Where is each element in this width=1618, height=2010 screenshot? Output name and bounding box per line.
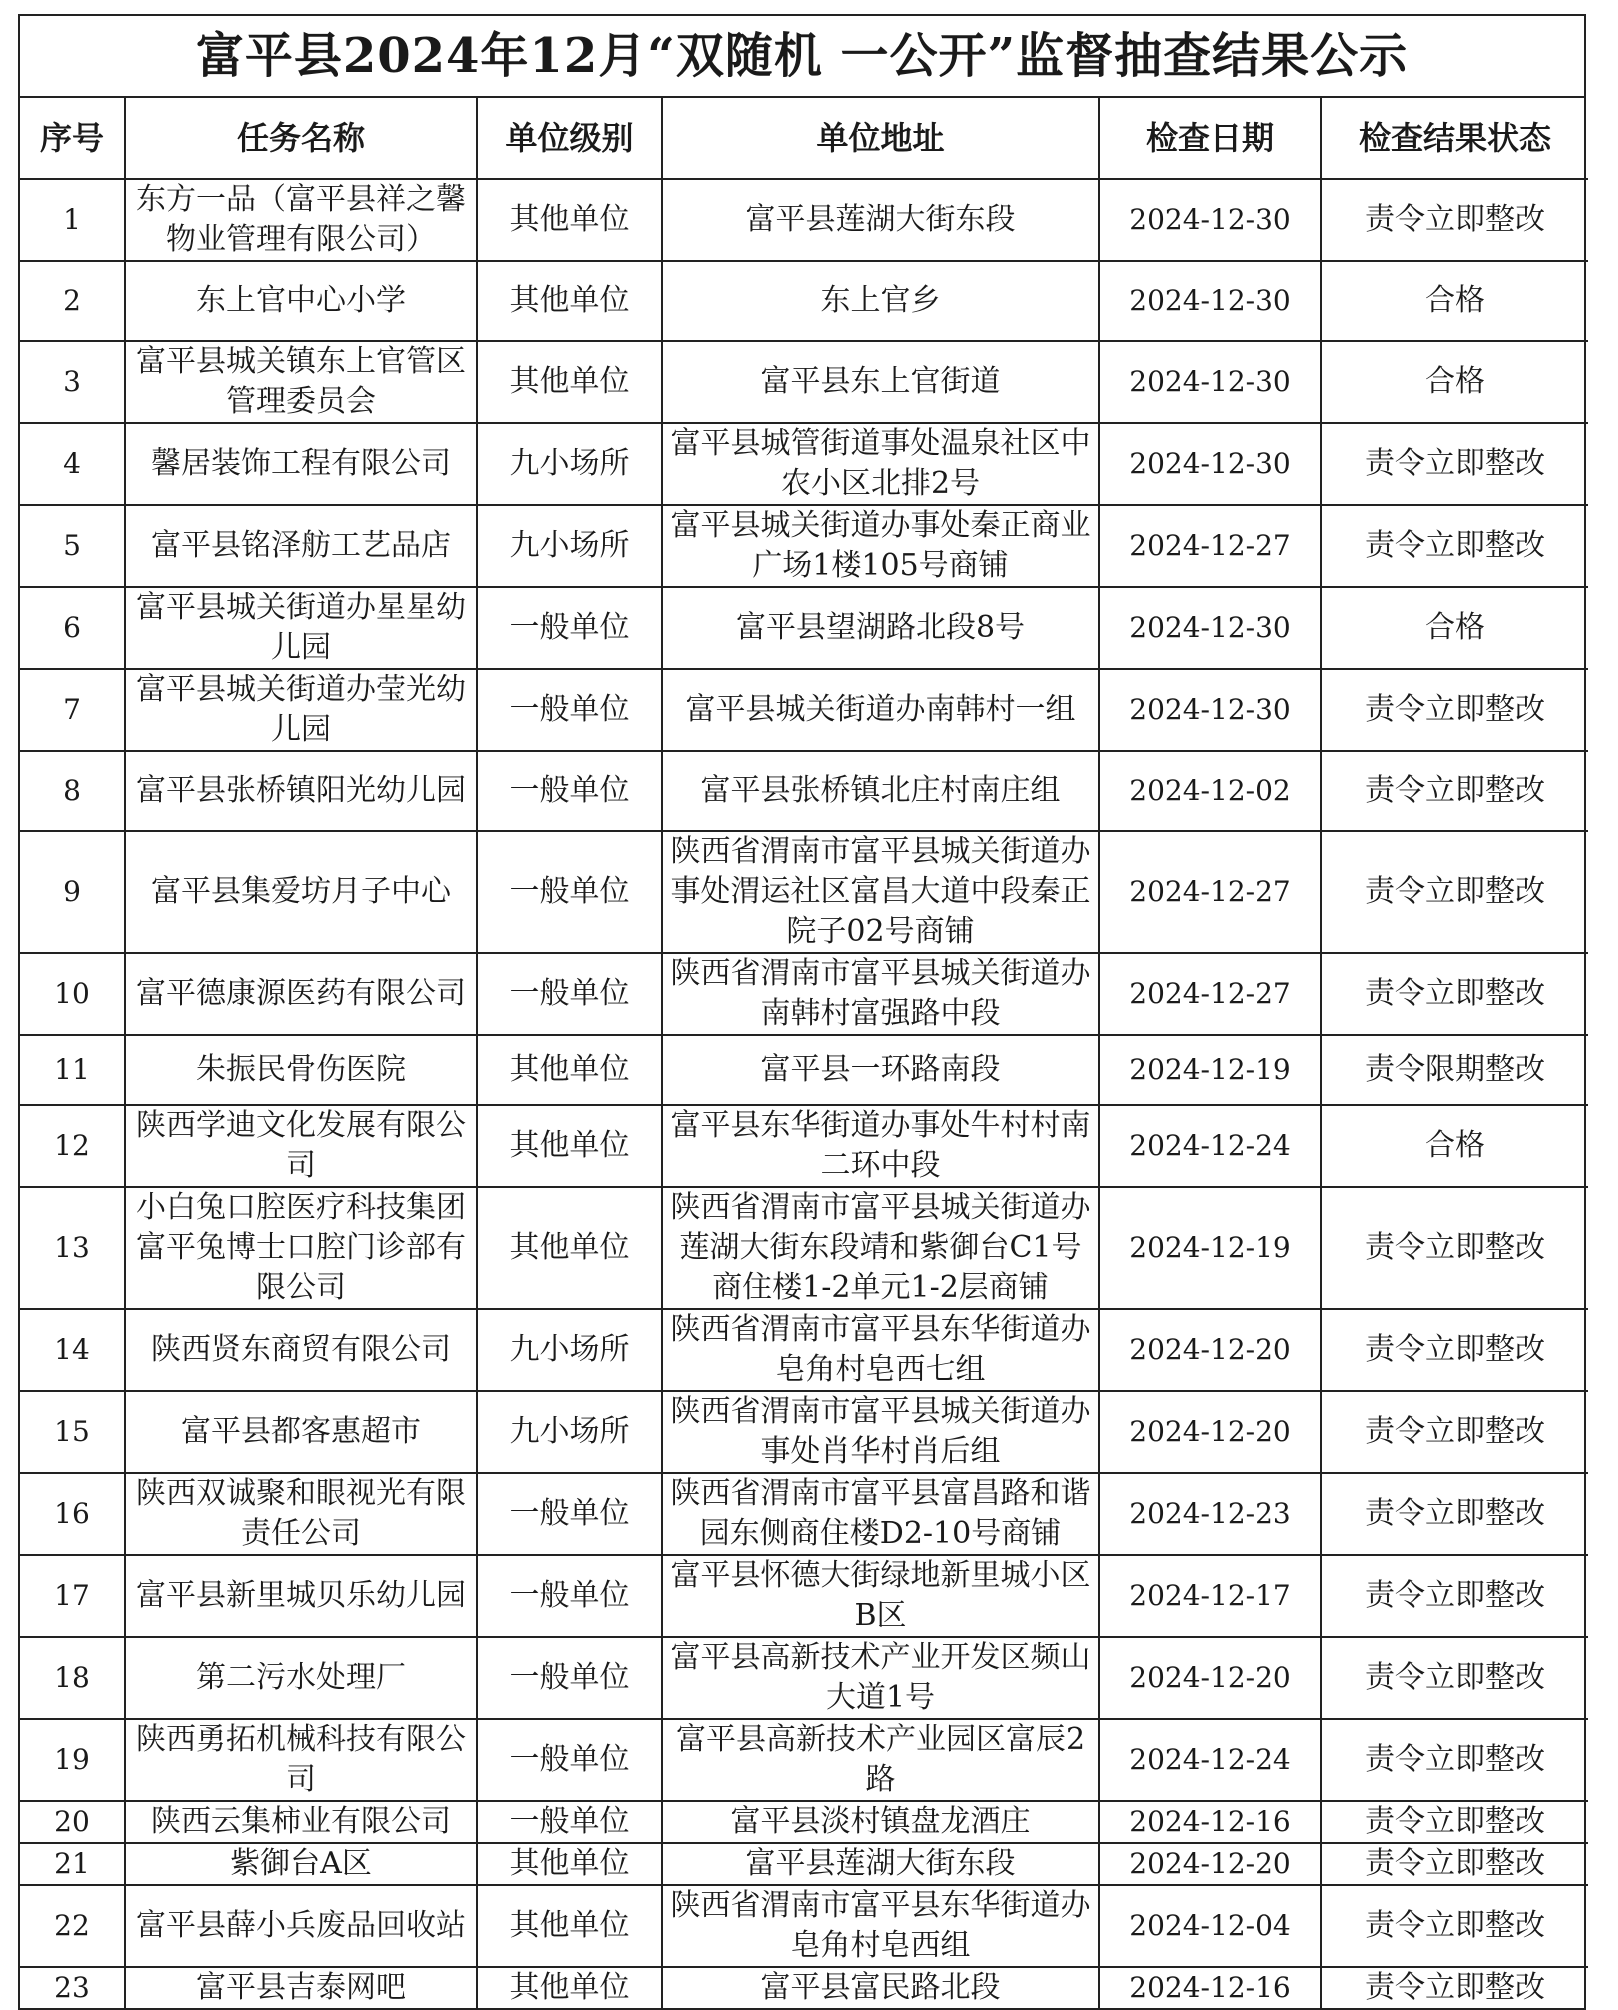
cell-result-status: 责令立即整改: [1321, 1473, 1588, 1555]
cell-check-date: 2024-12-20: [1099, 1309, 1321, 1391]
cell-result-status: 责令立即整改: [1321, 669, 1588, 751]
cell-unit-address: 富平县富民路北段: [662, 1967, 1099, 2008]
cell-check-date: 2024-12-04: [1099, 1885, 1321, 1967]
table-row: [20, 505, 1588, 587]
cell-task-name: 小白兔口腔医疗科技集团富平兔博士口腔门诊部有限公司: [125, 1187, 477, 1309]
cell-result-status: 责令立即整改: [1321, 1555, 1588, 1637]
cell-result-status: 责令立即整改: [1321, 1391, 1588, 1473]
cell-check-date: 2024-12-20: [1099, 1637, 1321, 1719]
cell-unit-address: 陕西省渭南市富平县东华街道办皂角村皂西七组: [662, 1309, 1099, 1391]
cell-unit-address: 陕西省渭南市富平县城关街道办事处渭运社区富昌大道中段秦正院子02号商铺: [662, 831, 1099, 953]
header-result-status: 检查结果状态: [1321, 98, 1588, 179]
cell-check-date: 2024-12-20: [1099, 1391, 1321, 1473]
cell-unit-level: 其他单位: [477, 1843, 662, 1885]
cell-unit-address: 陕西省渭南市富平县东华街道办皂角村皂西组: [662, 1885, 1099, 1967]
cell-check-date: 2024-12-16: [1099, 1801, 1321, 1843]
cell-unit-level: 其他单位: [477, 1885, 662, 1967]
cell-task-name: 富平县吉泰网吧: [125, 1967, 477, 2008]
cell-unit-level: 一般单位: [477, 751, 662, 831]
cell-result-status: 责令立即整改: [1321, 423, 1588, 505]
cell-unit-address: 陕西省渭南市富平县城关街道办莲湖大街东段靖和紫御台C1号商住楼1-2单元1-2层商铺: [662, 1187, 1099, 1309]
cell-result-status: 责令立即整改: [1321, 831, 1588, 953]
cell-task-name: 富平县张桥镇阳光幼儿园: [125, 751, 477, 831]
document-sheet: [18, 14, 1586, 2010]
cell-check-date: 2024-12-30: [1099, 341, 1321, 423]
cell-unit-address: 富平县莲湖大街东段: [662, 179, 1099, 261]
page-title: 富平县2024年12月“双随机 一公开”监督抽查结果公示: [20, 16, 1584, 98]
table-row: [20, 179, 1588, 261]
table-row: [20, 1967, 1588, 2008]
table-header-row: [20, 98, 1588, 179]
cell-result-status: 责令立即整改: [1321, 751, 1588, 831]
cell-task-name: 东方一品（富平县祥之馨物业管理有限公司）: [125, 179, 477, 261]
cell-unit-address: 陕西省渭南市富平县城关街道办事处肖华村肖后组: [662, 1391, 1099, 1473]
cell-check-date: 2024-12-19: [1099, 1035, 1321, 1105]
cell-task-name: 富平县薛小兵废品回收站: [125, 1885, 477, 1967]
cell-result-status: 责令立即整改: [1321, 1801, 1588, 1843]
table-row: [20, 1555, 1588, 1637]
cell-task-name: 富平县铭泽舫工艺品店: [125, 505, 477, 587]
cell-seq: 4: [20, 423, 125, 505]
cell-check-date: 2024-12-27: [1099, 505, 1321, 587]
table-row: [20, 1843, 1588, 1885]
table-row: [20, 1105, 1588, 1187]
cell-check-date: 2024-12-27: [1099, 953, 1321, 1035]
cell-unit-level: 九小场所: [477, 505, 662, 587]
table-row: [20, 1309, 1588, 1391]
cell-unit-address: 富平县望湖路北段8号: [662, 587, 1099, 669]
cell-unit-address: 富平县城管街道事处温泉社区中农小区北排2号: [662, 423, 1099, 505]
cell-result-status: 责令立即整改: [1321, 1719, 1588, 1801]
cell-seq: 3: [20, 341, 125, 423]
results-table: [20, 98, 1588, 2008]
cell-unit-address: 富平县一环路南段: [662, 1035, 1099, 1105]
cell-unit-level: 其他单位: [477, 341, 662, 423]
cell-seq: 5: [20, 505, 125, 587]
cell-seq: 15: [20, 1391, 125, 1473]
cell-unit-address: 富平县怀德大街绿地新里城小区B区: [662, 1555, 1099, 1637]
cell-unit-address: 富平县张桥镇北庄村南庄组: [662, 751, 1099, 831]
cell-result-status: 责令立即整改: [1321, 1187, 1588, 1309]
cell-result-status: 责令立即整改: [1321, 505, 1588, 587]
cell-unit-address: 富平县淡村镇盘龙酒庄: [662, 1801, 1099, 1843]
cell-unit-level: 九小场所: [477, 1391, 662, 1473]
cell-unit-address: 富平县东上官街道: [662, 341, 1099, 423]
cell-unit-address: 富平县东华街道办事处牛村村南二环中段: [662, 1105, 1099, 1187]
table-row: [20, 953, 1588, 1035]
cell-unit-address: 富平县城关街道办事处秦正商业广场1楼105号商铺: [662, 505, 1099, 587]
cell-check-date: 2024-12-30: [1099, 179, 1321, 261]
table-row: [20, 1719, 1588, 1801]
table-row: [20, 1391, 1588, 1473]
cell-task-name: 紫御台A区: [125, 1843, 477, 1885]
cell-seq: 22: [20, 1885, 125, 1967]
cell-unit-level: 九小场所: [477, 1309, 662, 1391]
cell-result-status: 责令限期整改: [1321, 1035, 1588, 1105]
table-row: [20, 831, 1588, 953]
cell-check-date: 2024-12-27: [1099, 831, 1321, 953]
cell-result-status: 责令立即整改: [1321, 1637, 1588, 1719]
header-check-date: 检查日期: [1099, 98, 1321, 179]
cell-task-name: 朱振民骨伤医院: [125, 1035, 477, 1105]
cell-task-name: 陕西双诚聚和眼视光有限责任公司: [125, 1473, 477, 1555]
cell-check-date: 2024-12-30: [1099, 261, 1321, 341]
cell-unit-level: 一般单位: [477, 1637, 662, 1719]
cell-seq: 6: [20, 587, 125, 669]
table-row: [20, 1637, 1588, 1719]
cell-unit-level: 一般单位: [477, 1473, 662, 1555]
cell-seq: 1: [20, 179, 125, 261]
cell-task-name: 富平县新里城贝乐幼儿园: [125, 1555, 477, 1637]
cell-seq: 19: [20, 1719, 125, 1801]
cell-task-name: 馨居装饰工程有限公司: [125, 423, 477, 505]
cell-unit-level: 九小场所: [477, 423, 662, 505]
cell-unit-level: 其他单位: [477, 1967, 662, 2008]
cell-check-date: 2024-12-24: [1099, 1105, 1321, 1187]
cell-task-name: 陕西学迪文化发展有限公司: [125, 1105, 477, 1187]
cell-unit-address: 富平县高新技术产业园区富辰2路: [662, 1719, 1099, 1801]
cell-unit-address: 陕西省渭南市富平县富昌路和谐园东侧商住楼D2-10号商铺: [662, 1473, 1099, 1555]
table-row: [20, 423, 1588, 505]
cell-unit-address: 富平县莲湖大街东段: [662, 1843, 1099, 1885]
cell-task-name: 富平县城关镇东上官管区管理委员会: [125, 341, 477, 423]
cell-seq: 13: [20, 1187, 125, 1309]
cell-check-date: 2024-12-02: [1099, 751, 1321, 831]
cell-unit-level: 其他单位: [477, 261, 662, 341]
cell-unit-level: 一般单位: [477, 831, 662, 953]
header-task-name: 任务名称: [125, 98, 477, 179]
cell-result-status: 责令立即整改: [1321, 179, 1588, 261]
cell-unit-level: 一般单位: [477, 1801, 662, 1843]
cell-task-name: 富平县集爱坊月子中心: [125, 831, 477, 953]
cell-unit-level: 其他单位: [477, 179, 662, 261]
cell-unit-level: 一般单位: [477, 669, 662, 751]
cell-check-date: 2024-12-17: [1099, 1555, 1321, 1637]
cell-check-date: 2024-12-19: [1099, 1187, 1321, 1309]
cell-unit-level: 其他单位: [477, 1105, 662, 1187]
cell-result-status: 责令立即整改: [1321, 1843, 1588, 1885]
cell-task-name: 陕西贤东商贸有限公司: [125, 1309, 477, 1391]
cell-check-date: 2024-12-20: [1099, 1843, 1321, 1885]
cell-seq: 14: [20, 1309, 125, 1391]
cell-result-status: 合格: [1321, 261, 1588, 341]
cell-seq: 11: [20, 1035, 125, 1105]
table-row: [20, 587, 1588, 669]
cell-seq: 2: [20, 261, 125, 341]
cell-task-name: 第二污水处理厂: [125, 1637, 477, 1719]
cell-result-status: 责令立即整改: [1321, 1309, 1588, 1391]
cell-seq: 7: [20, 669, 125, 751]
cell-unit-address: 陕西省渭南市富平县城关街道办南韩村富强路中段: [662, 953, 1099, 1035]
cell-result-status: 责令立即整改: [1321, 953, 1588, 1035]
cell-seq: 23: [20, 1967, 125, 2008]
cell-result-status: 合格: [1321, 341, 1588, 423]
cell-seq: 9: [20, 831, 125, 953]
cell-result-status: 责令立即整改: [1321, 1967, 1588, 2008]
cell-unit-level: 其他单位: [477, 1187, 662, 1309]
cell-seq: 17: [20, 1555, 125, 1637]
table-row: [20, 1035, 1588, 1105]
cell-task-name: 富平县城关街道办星星幼儿园: [125, 587, 477, 669]
cell-unit-level: 一般单位: [477, 1719, 662, 1801]
cell-seq: 16: [20, 1473, 125, 1555]
cell-check-date: 2024-12-30: [1099, 669, 1321, 751]
table-row: [20, 1473, 1588, 1555]
header-unit-level: 单位级别: [477, 98, 662, 179]
cell-unit-level: 其他单位: [477, 1035, 662, 1105]
cell-check-date: 2024-12-23: [1099, 1473, 1321, 1555]
cell-unit-address: 东上官乡: [662, 261, 1099, 341]
table-row: [20, 1885, 1588, 1967]
table-row: [20, 751, 1588, 831]
cell-seq: 12: [20, 1105, 125, 1187]
cell-seq: 8: [20, 751, 125, 831]
cell-check-date: 2024-12-30: [1099, 587, 1321, 669]
cell-seq: 21: [20, 1843, 125, 1885]
cell-unit-address: 富平县城关街道办南韩村一组: [662, 669, 1099, 751]
table-row: [20, 341, 1588, 423]
cell-task-name: 陕西勇拓机械科技有限公司: [125, 1719, 477, 1801]
cell-unit-level: 一般单位: [477, 953, 662, 1035]
cell-unit-level: 一般单位: [477, 1555, 662, 1637]
cell-unit-address: 富平县高新技术产业开发区频山大道1号: [662, 1637, 1099, 1719]
cell-check-date: 2024-12-30: [1099, 423, 1321, 505]
cell-result-status: 合格: [1321, 1105, 1588, 1187]
table-row: [20, 261, 1588, 341]
table-row: [20, 669, 1588, 751]
cell-result-status: 合格: [1321, 587, 1588, 669]
cell-task-name: 富平德康源医药有限公司: [125, 953, 477, 1035]
cell-task-name: 富平县城关街道办莹光幼儿园: [125, 669, 477, 751]
cell-result-status: 责令立即整改: [1321, 1885, 1588, 1967]
table-row: [20, 1187, 1588, 1309]
cell-task-name: 东上官中心小学: [125, 261, 477, 341]
cell-task-name: 富平县都客惠超市: [125, 1391, 477, 1473]
cell-seq: 20: [20, 1801, 125, 1843]
cell-check-date: 2024-12-16: [1099, 1967, 1321, 2008]
cell-seq: 18: [20, 1637, 125, 1719]
cell-check-date: 2024-12-24: [1099, 1719, 1321, 1801]
header-seq: 序号: [20, 98, 125, 179]
table-row: [20, 1801, 1588, 1843]
cell-seq: 10: [20, 953, 125, 1035]
cell-unit-level: 一般单位: [477, 587, 662, 669]
header-unit-address: 单位地址: [662, 98, 1099, 179]
cell-task-name: 陕西云集柿业有限公司: [125, 1801, 477, 1843]
